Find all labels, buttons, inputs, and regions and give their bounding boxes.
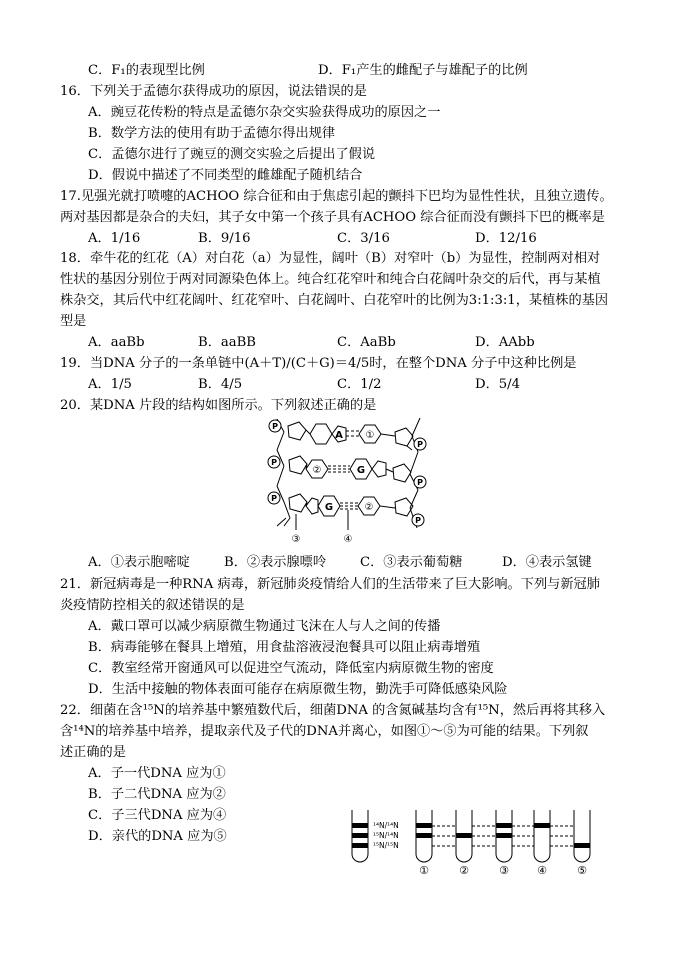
phosphate-label: P xyxy=(417,440,423,449)
tube-label-1: ① xyxy=(419,864,429,877)
label-15n-15n: ¹⁵N/¹⁵N xyxy=(373,841,399,850)
q17-option-a: A．1/16 xyxy=(88,231,141,246)
q17-option-d: D．12/16 xyxy=(475,231,537,246)
base-label-1: ① xyxy=(365,430,375,441)
tube-label-2: ② xyxy=(459,864,469,877)
q19-stem: 19．当DNA 分子的一条单链中(A＋T)/(C＋G)＝4/5时，在整个DNA 分子中这种比例是 xyxy=(60,356,577,371)
q19-options xyxy=(0,376,692,394)
q19-option-b: B．4/5 xyxy=(198,377,243,392)
q15-option-d: D．F₁产生的雌配子与雄配子的比例 xyxy=(318,63,528,78)
q17-stem-line2: 两对基因都是杂合的夫妇，其子女中第一个孩子具有ACHOO 综合征而没有颤抖下巴的概率是 xyxy=(60,210,605,225)
q20-option-a: A．①表示胞嘧啶 xyxy=(88,555,190,570)
q18-option-b: B．aaBB xyxy=(198,335,256,350)
q16-stem: 16．下列关于孟德尔获得成功的原因，说法错误的是 xyxy=(60,84,367,99)
q17-options xyxy=(0,230,692,248)
base-g-label: G xyxy=(324,502,334,513)
q16-option-d: D．假说中描述了不同类型的雌雄配子随机结合 xyxy=(88,168,363,183)
phosphate-label: P xyxy=(271,458,277,467)
q18-option-a: A．aaBb xyxy=(88,335,145,350)
q18-option-c: C．AaBb xyxy=(337,335,396,350)
q22-stem-line2: 含¹⁴N的培养基中培养，提取亲代及子代的DNA并离心，如图①～⑤为可能的结果。下列叙 xyxy=(60,724,589,739)
q20-stem: 20．某DNA 片段的结构如图所示。下列叙述正确的是 xyxy=(60,398,377,413)
q21-option-a: A．戴口罩可以减少病原微生物通过飞沫在人与人之间的传播 xyxy=(88,619,441,634)
q22-option-a: A．子一代DNA 应为① xyxy=(88,766,226,781)
q16-option-a: A．豌豆花传粉的特点是孟德尔杂交实验获得成功的原因之一 xyxy=(88,105,441,120)
q21-stem-line1: 21．新冠病毒是一种RNA 病毒，新冠肺炎疫情给人们的生活带来了巨大影响。下列与新冠肺 xyxy=(60,577,600,592)
phosphate-label: P xyxy=(415,516,421,525)
q22-option-b: B．子二代DNA 应为② xyxy=(88,787,226,802)
q21-option-c: C．教室经常开窗通风可以促进空气流动，降低室内病原微生物的密度 xyxy=(88,661,494,676)
q19-option-d: D．5/4 xyxy=(475,377,520,392)
tube-label-3: ③ xyxy=(499,864,509,877)
phosphate-label: P xyxy=(271,494,277,503)
label-15n-14n: ¹⁵N/¹⁴N xyxy=(373,831,399,840)
centrifuge-tubes-diagram xyxy=(344,806,614,878)
q18-stem-line2: 性状的基因分别位于两对同源染色体上。纯合红花窄叶和纯合白花阔叶杂交的后代，再与某植 xyxy=(60,272,601,287)
q22-stem-line1: 22．细菌在含¹⁵N的培养基中繁殖数代后，细菌DNA 的含氮碱基均含有¹⁵N，然后再将其移入 xyxy=(60,703,606,718)
tube-label-4: ④ xyxy=(537,864,547,877)
base-label-2: ② xyxy=(312,465,322,476)
base-label-2: ② xyxy=(364,502,374,513)
q17-option-b: B．9/16 xyxy=(198,231,251,246)
tube-label-5: ⑤ xyxy=(577,864,587,877)
q18-options xyxy=(0,334,692,352)
label-3: ③ xyxy=(291,534,301,545)
q18-option-d: D．AAbb xyxy=(475,335,535,350)
dna-structure-diagram xyxy=(262,414,432,550)
q16-option-c: C．孟德尔进行了豌豆的测交实验之后提出了假说 xyxy=(88,147,376,162)
label-14n-14n: ¹⁴N/¹⁴N xyxy=(373,821,399,830)
q20-options xyxy=(0,554,692,572)
base-g-label: G xyxy=(356,465,366,476)
q19-option-a: A．1/5 xyxy=(88,377,132,392)
q22-option-d: D．亲代的DNA 应为⑤ xyxy=(88,829,227,844)
q20-option-d: D．④表示氢键 xyxy=(502,555,592,570)
q19-option-c: C．1/2 xyxy=(337,377,382,392)
q15-option-c: C．F₁的表现型比例 xyxy=(88,63,205,78)
q18-stem-line3: 株杂交，其后代中红花阔叶、红花窄叶、白花阔叶、白花窄叶的比例为3:1:3:1，某植株的基因 xyxy=(60,293,609,308)
phosphate-label: P xyxy=(417,478,423,487)
q17-option-c: C．3/16 xyxy=(337,231,390,246)
q20-option-c: C．③表示葡萄糖 xyxy=(360,555,463,570)
q21-option-d: D．生活中接触的物体表面可能存在病原微生物，勤洗手可降低感染风险 xyxy=(88,682,508,697)
label-4: ④ xyxy=(343,534,353,545)
q18-stem-line4: 型是 xyxy=(60,314,87,329)
base-a-label: A xyxy=(335,430,343,441)
q21-stem-line2: 炎疫情防控相关的叙述错误的是 xyxy=(60,598,245,613)
q17-stem-line1: 17.见强光就打喷嚏的ACHOO 综合征和由于焦虑引起的颤抖下巴均为显性性状，且独立遗传。 xyxy=(60,189,613,204)
q18-stem-line1: 18．牵牛花的红花（A）对白花（a）为显性，阔叶（B）对窄叶（b）为显性，控制两对相对 xyxy=(60,251,601,266)
phosphate-label: P xyxy=(272,422,278,431)
q22-option-c: C．子三代DNA 应为④ xyxy=(88,808,227,823)
q20-option-b: B．②表示腺嘌呤 xyxy=(224,555,327,570)
q16-option-b: B．数学方法的使用有助于孟德尔得出规律 xyxy=(88,126,336,141)
q22-stem-line3: 述正确的是 xyxy=(60,745,126,760)
q21-option-b: B．病毒能够在餐具上增殖，用食盐溶液浸泡餐具可以阻止病毒增殖 xyxy=(88,640,481,655)
